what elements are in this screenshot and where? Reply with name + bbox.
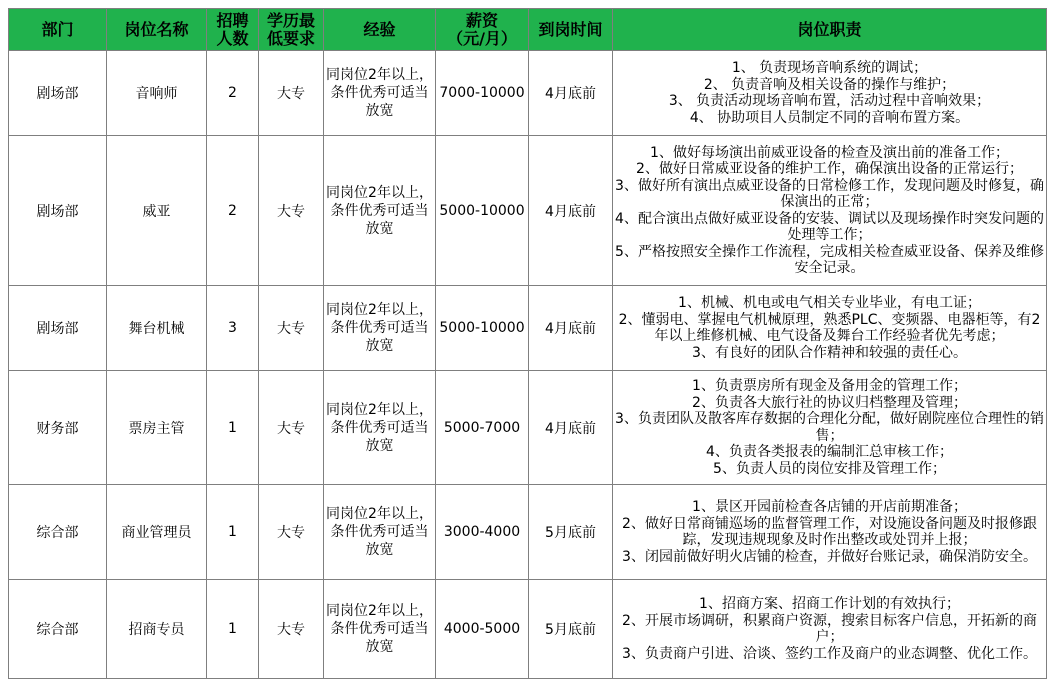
- header-num-line2: 人数: [216, 28, 249, 48]
- cell-edu[interactable]: 大专: [259, 371, 324, 485]
- duty-line: 4、配合演出点做好威亚设备的安装、调试以及现场操作时突发问题的处理等工作；: [615, 210, 1044, 243]
- header-arrival[interactable]: [529, 9, 613, 51]
- header-exp[interactable]: [324, 9, 436, 51]
- header-edu-line2: 低要求: [266, 28, 315, 48]
- cell-salary[interactable]: 7000-10000: [436, 51, 529, 136]
- table-row: [9, 51, 1047, 136]
- cell-duty[interactable]: [613, 136, 1047, 286]
- cell-salary[interactable]: 4000-5000: [436, 580, 529, 679]
- header-arrival-label: 到岗时间: [538, 19, 603, 39]
- cell-position[interactable]: 威亚: [107, 136, 207, 286]
- cell-edu[interactable]: 大专: [259, 286, 324, 371]
- duty-line: 3、 负责活动现场音响布置，活动过程中音响效果；: [668, 93, 991, 109]
- cell-arrival[interactable]: 4月底前: [529, 51, 613, 136]
- header-edu[interactable]: [259, 9, 324, 51]
- cell-salary[interactable]: 5000-10000: [436, 136, 529, 286]
- cell-arrival[interactable]: 5月底前: [529, 485, 613, 580]
- cell-exp[interactable]: 同岗位2年以上，条件优秀可适当放宽: [324, 286, 436, 371]
- duty-line: 1、机械、机电或电气相关专业毕业，有电工证；: [678, 295, 981, 311]
- cell-salary[interactable]: 3000-4000: [436, 485, 529, 580]
- cell-dept[interactable]: 财务部: [9, 371, 107, 485]
- cell-num[interactable]: 3: [207, 286, 259, 371]
- header-duty[interactable]: [613, 9, 1047, 51]
- header-salary-line1: 薪资: [465, 10, 498, 30]
- cell-duty[interactable]: [613, 580, 1047, 679]
- duty-line: 1、 负责现场音响系统的调试；: [731, 60, 928, 76]
- header-duty-label: 岗位职责: [797, 19, 862, 39]
- duty-line: 1、招商方案、招商工作计划的有效执行；: [699, 596, 960, 612]
- header-position-label: 岗位名称: [124, 19, 189, 39]
- cell-position[interactable]: 舞台机械: [107, 286, 207, 371]
- cell-num[interactable]: 1: [207, 485, 259, 580]
- cell-dept[interactable]: 剧场部: [9, 51, 107, 136]
- duty-line: 2、开展市场调研，积累商户资源，搜索目标客户信息，开拓新的商户；: [622, 612, 1037, 645]
- cell-edu[interactable]: 大专: [259, 485, 324, 580]
- duty-line: 2、负责各大旅行社的协议归档整理及管理；: [692, 394, 967, 411]
- table-row: [9, 286, 1047, 371]
- cell-dept[interactable]: 剧场部: [9, 136, 107, 286]
- cell-arrival[interactable]: 4月底前: [529, 136, 613, 286]
- header-dept-label: 部门: [41, 19, 74, 39]
- cell-position[interactable]: 票房主管: [107, 371, 207, 485]
- cell-edu[interactable]: 大专: [259, 580, 324, 679]
- duty-line: 3、负责团队及散客库存数据的合理化分配，做好剧院座位合理性的销售；: [615, 411, 1044, 444]
- duty-line: 4、 协助项目人员制定不同的音响布置方案。: [689, 109, 970, 126]
- table-row: [9, 371, 1047, 485]
- duty-line: 2、懂弱电、掌握电气机械原理，熟悉PLC、变频器、电器柜等，有2年以上维修机械、电气设备及舞台工作经验者优先考虑；: [618, 311, 1041, 344]
- duty-line: 2、 负责音响及相关设备的操作与维护；: [703, 76, 956, 93]
- duty-line: 3、有良好的团队合作精神和较强的责任心。: [692, 344, 967, 361]
- cell-exp[interactable]: 同岗位2年以上，条件优秀可适当放宽: [324, 485, 436, 580]
- cell-duty[interactable]: [613, 371, 1047, 485]
- duty-line: 1、做好每场演出前威亚设备的检查及演出前的准备工作；: [650, 144, 1009, 161]
- header-num[interactable]: [207, 9, 259, 51]
- table-row: [9, 580, 1047, 679]
- cell-position[interactable]: 音响师: [107, 51, 207, 136]
- cell-exp[interactable]: 同岗位2年以上，条件优秀可适当放宽: [324, 371, 436, 485]
- cell-num[interactable]: 2: [207, 136, 259, 286]
- cell-dept[interactable]: 综合部: [9, 580, 107, 679]
- cell-salary[interactable]: 5000-7000: [436, 371, 529, 485]
- duty-line: 3、闭园前做好明火店铺的检查，并做好台账记录，确保消防安全。: [622, 548, 1037, 565]
- header-salary-line2: （元/月）: [447, 28, 517, 48]
- cell-edu[interactable]: 大专: [259, 136, 324, 286]
- cell-num[interactable]: 2: [207, 51, 259, 136]
- table-row: [9, 485, 1047, 580]
- header-dept[interactable]: [9, 9, 107, 51]
- cell-duty[interactable]: [613, 286, 1047, 371]
- cell-arrival[interactable]: 5月底前: [529, 580, 613, 679]
- duty-line: 2、做好日常威亚设备的维护工作，确保演出设备的正常运行；: [636, 161, 1023, 177]
- cell-arrival[interactable]: 4月底前: [529, 286, 613, 371]
- cell-dept[interactable]: 剧场部: [9, 286, 107, 371]
- cell-num[interactable]: 1: [207, 371, 259, 485]
- duty-line: 5、负责人员的岗位安排及管理工作；: [713, 460, 946, 477]
- cell-exp[interactable]: 同岗位2年以上，条件优秀可适当放宽: [324, 136, 436, 286]
- cell-position[interactable]: 招商专员: [107, 580, 207, 679]
- cell-duty[interactable]: [613, 51, 1047, 136]
- duty-line: 3、做好所有演出点威亚设备的日常检修工作，发现问题及时修复，确保演出的正常；: [615, 177, 1044, 210]
- duty-line: 1、景区开园前检查各店铺的开店前期准备；: [692, 499, 967, 515]
- cell-duty[interactable]: [613, 485, 1047, 580]
- header-position[interactable]: [107, 9, 207, 51]
- cell-edu[interactable]: 大专: [259, 51, 324, 136]
- header-row: [9, 9, 1047, 51]
- duty-line: 4、负责各类报表的编制汇总审核工作；: [706, 444, 953, 460]
- cell-dept[interactable]: 综合部: [9, 485, 107, 580]
- cell-position[interactable]: 商业管理员: [107, 485, 207, 580]
- header-exp-label: 经验: [363, 19, 396, 39]
- cell-num[interactable]: 1: [207, 580, 259, 679]
- cell-exp[interactable]: 同岗位2年以上，条件优秀可适当放宽: [324, 580, 436, 679]
- duty-line: 1、负责票房所有现金及备用金的管理工作；: [692, 378, 967, 394]
- cell-exp[interactable]: 同岗位2年以上，条件优秀可适当放宽: [324, 51, 436, 136]
- header-edu-line1: 学历最: [266, 10, 315, 30]
- job-table: [8, 8, 1047, 679]
- duty-line: 5、严格按照安全操作工作流程，完成相关检查威亚设备、保养及维修安全记录。: [615, 243, 1044, 276]
- duty-line: 2、做好日常商铺巡场的监督管理工作，对设施设备问题及时报修跟踪，发现违规现象及时作出整改或处罚并上报；: [622, 515, 1037, 548]
- header-num-line1: 招聘: [216, 10, 249, 30]
- table-row: [9, 136, 1047, 286]
- duty-line: 3、负责商户引进、洽谈、签约工作及商户的业态调整、优化工作。: [622, 645, 1037, 662]
- header-salary[interactable]: [436, 9, 529, 51]
- cell-arrival[interactable]: 4月底前: [529, 371, 613, 485]
- cell-salary[interactable]: 5000-10000: [436, 286, 529, 371]
